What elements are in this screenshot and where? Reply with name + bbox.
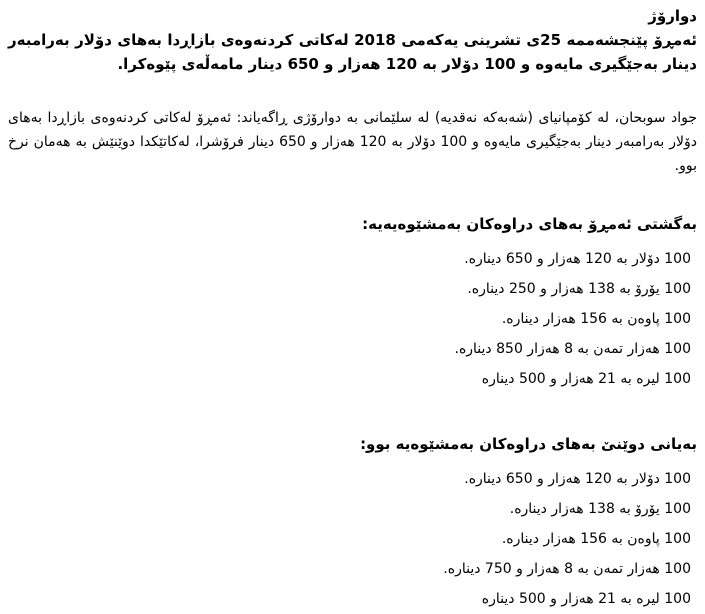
spacer [8,236,697,244]
rate-item-eur: 100 یۆرۆ بە 138 هەزار و 250 دینارە. [467,281,691,297]
spacer [8,394,697,432]
spacer [8,76,697,106]
rate-item-gbp: 100 پاوەن بە 156 هەزار دینارە. [501,311,691,327]
yesterday-rates-title: بەیانی دوێنێ بەهای دراوەکان بەمشێوەیە بوو: [360,435,697,453]
rate-item-usd: 100 دۆلار بە 120 هەزار و 650 دینارە. [464,471,691,487]
lead-paragraph: ئەمڕۆ پێنجشەممە 25ی تشرینی یەکەمی 2018 لەکاتی کردنەوەی بازاڕدا بەهای دۆلار بەرامبەر دینار بەجێگیری مایەوە و 100 دۆلار بە 120 هەزار و 650 دینار مامەڵەی پێوەکرا. [8,31,698,73]
spacer [8,178,697,212]
rate-item-irr: 100 هەزار تمەن بە 8 هەزار و 750 دینارە. [443,561,691,577]
rate-item-try: 100 لیرە بە 21 هەزار و 500 دینارە [481,371,691,387]
headline: دوارۆژ [648,7,697,25]
rate-item-gbp: 100 پاوەن بە 156 هەزار دینارە. [501,531,691,547]
rate-item-try: 100 لیرە بە 21 هەزار و 500 دینارە [481,591,691,607]
today-rates-list [8,244,697,394]
spacer [8,456,697,464]
rate-item-eur: 100 یۆرۆ بە 138 هەزار دینارە. [509,501,691,517]
body-paragraph: جواد سوبحان، لە کۆمپانیای (شەبەکە نەقدیە) لە سلێمانی بە دوارۆژی ڕاگەیاند: ئەمڕۆ لەکاتی کردنەوەی بازاڕدا بەهای دۆلار بەرامبەر دینار بەجێگیری مایەوە و 100 دۆلار بە 120 هەزار و 650 دینار فرۆشرا، لەکاتێکدا دوێنێش بە هەمان نرخ بوو. [8,110,697,174]
rate-item-usd: 100 دۆلار بە 120 هەزار و 650 دینارە. [464,251,691,267]
yesterday-rates-list [8,464,697,614]
today-rates-title: بەگشتی ئەمڕۆ بەهای دراوەکان بەمشێوەیەیە: [362,215,697,233]
rate-item-irr: 100 هەزار تمەن بە 8 هەزار 850 دینارە. [454,341,691,357]
